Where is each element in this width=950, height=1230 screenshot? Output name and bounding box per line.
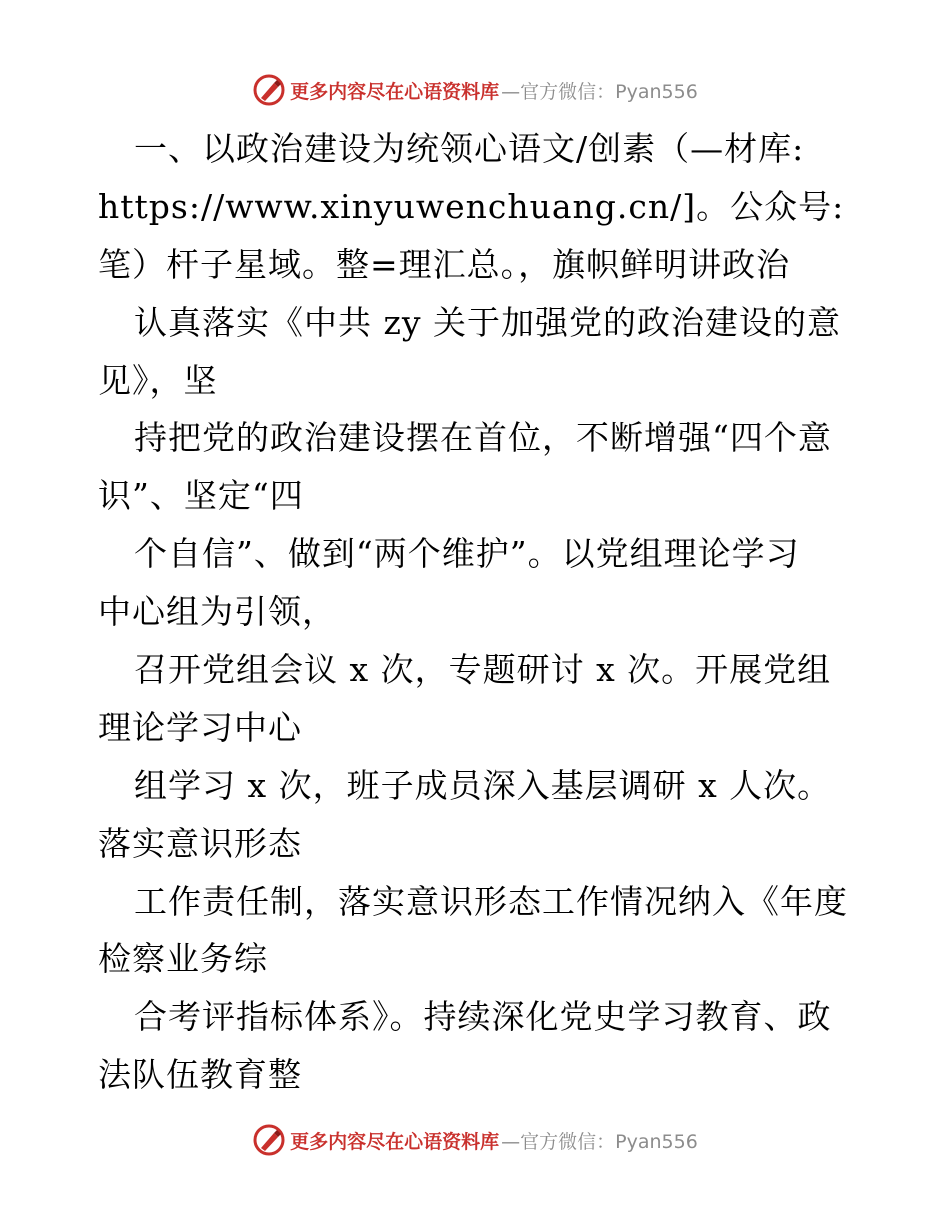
document-line: 合考评指标体系》。持续深化党史学习教育、政 — [134, 997, 832, 1037]
document-line: 识”、坚定“四 — [98, 476, 304, 516]
document-line: 法队伍教育整 — [98, 1055, 302, 1095]
document-line: 中心组为引领， — [98, 592, 336, 632]
document-line: 笔）杆子星域。整=理汇总。，旗帜鲜明讲政治 — [98, 244, 791, 284]
document-line: 见》，坚 — [98, 360, 218, 400]
document-line: 组学习 x 次，班子成员深入基层调研 x 人次。 — [134, 765, 832, 805]
document-line: 落实意识形态 — [98, 823, 302, 863]
document-line: 一、以政治建设为统领心语文/创素（—材库: — [134, 129, 805, 168]
watermark-footer — [0, 1120, 950, 1160]
document-line: 检察业务综 — [98, 939, 268, 979]
watermark-contact-text: —官方微信：Pyan556 — [501, 1130, 698, 1153]
pen-circle-logo-icon — [252, 1123, 286, 1157]
watermark-contact-text: —官方微信：Pyan556 — [501, 80, 698, 103]
watermark-header — [0, 70, 950, 110]
document-line: 个自信”、做到“两个维护”。以党组理论学习 — [134, 534, 800, 574]
document-line: https://www.xinyuwenchuang.cn/]。公众号: — [98, 186, 845, 226]
document-line: 认真落实《中共 zy 关于加强党的政治建设的意 — [134, 302, 842, 342]
document-body — [98, 120, 858, 1104]
watermark-brand-text: 更多内容尽在心语资料库 — [290, 1130, 500, 1153]
document-line: 召开党组会议 x 次，专题研讨 x 次。开展党组 — [134, 650, 832, 690]
document-line: 工作责任制，落实意识形态工作情况纳入《年度 — [134, 881, 848, 921]
watermark-brand-text: 更多内容尽在心语资料库 — [290, 80, 500, 103]
document-line: 持把党的政治建设摆在首位，不断增强“四个意 — [134, 418, 832, 458]
document-line: 理论学习中心 — [98, 707, 302, 747]
pen-circle-logo-icon — [252, 73, 286, 107]
